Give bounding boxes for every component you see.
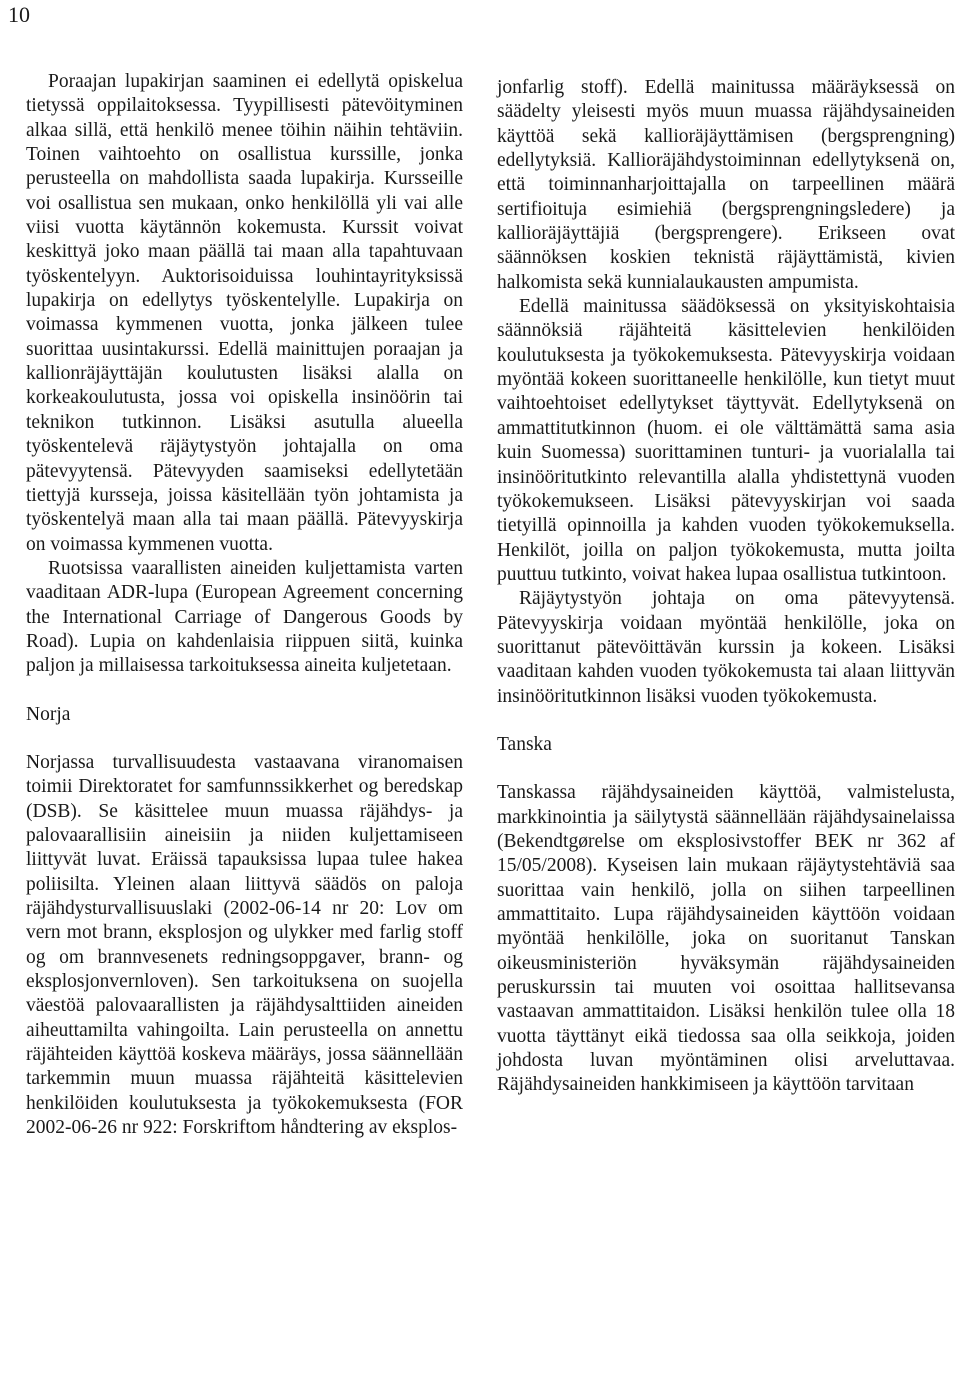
paragraph-tanska: Tanskassa räjähdysaineiden käyttöä, valmistelusta, markkinointia ja säilytystä säännellään räjähdysainelaissa (Bekendtgørelse om eksplosivstoffer BEK nr 362 af 15/05/2008). Kyseisen lain mukaan räjäytystehtäviä saa suorittaa vain henkilö, jolla on siihen tarpeellinen ammattitaito. Lupa räjähdysaineiden käyttöön voidaan myöntää henkilölle, joka on suoritanut Tanskan oikeusministeriön hyväksymän räjähdysaineiden peruskurssin tai muuten voi osoittaa hallitsevansa vastaavan ammattitaidon. Lisäksi henkilön tulee olla 18 vuotta täyttänyt eikä tiedossa saa olla seikkoja, joiden johdosta luvan myöntäminen olisi arveluttavaa. Räjähdysaineiden hankkimiseen ja käyttöön tarvitaan bbox=[497, 782, 955, 1096]
paragraph-norja-rajaytystyon-johtaja: Räjäytystyön johtaja on oma pätevyytensä. Pätevyyskirja voidaan myöntää henkilölle, joka on suorittanut pätevöittävän kurssin ja kokeen. Lisäksi vaaditaan kahden vuoden työkokemusta tai alaan liittyvän insinööritutkinnon lisäksi vuoden työkokemusta. bbox=[497, 588, 955, 707]
paragraph-norja-patevyys: Edellä mainitussa säädöksessä on yksityiskohtaisia säännöksiä räjähteitä käsittelevien henkilöiden koulutuksesta ja työkokemuksesta. Pätevyyskirja voidaan myöntää kokeen suorittaneelle henkilölle, kun tietyt muut vaihtoehtoiset edellytykset täyttyvät. Edellytyksenä on ammattitutkinnon (huom. ei ole välttämättä sama asia kuin Suomessa) suorittaminen tunturi- ja vuorialalla tai insinööritutkinto relevantilla alalla yhdistettynä vuoden työkokemukseen. Lisäksi pätevyyskirjan voi saada tietyillä opinnoilla ja kahden vuoden työkokemuksella. Henkilöt, joilla on paljon työkokemusta, mutta joilta puuttuu tutkinto, voivat hakea lupaa osallistua tutkintoon. bbox=[497, 296, 955, 585]
paragraph-ruotsi-adr: Ruotsissa vaarallisten aineiden kuljettamista varten vaaditaan ADR-lupa (European Agreement concerning the International Carriage of Dangerous Goods by Road). Lupia on kahdenlaisia riippuen siitä, kuinka paljon ja millaisessa tarkoituksessa aineita kuljetetaan. bbox=[26, 557, 463, 677]
right-column bbox=[497, 76, 955, 1098]
page-number: 10 bbox=[8, 2, 30, 27]
section-heading-norja: Norja bbox=[26, 703, 71, 725]
section-heading-tanska: Tanska bbox=[497, 733, 552, 755]
paragraph-norja: Norjassa turvallisuudesta vastaavana viranomaisen toimii Direktoratet for samfunnssikkerhet og beredskap (DSB). Se käsittelee muun muassa räjähdys- ja palovaarallisiin aineisiin ja niiden kuljettamiseen liittyvät luvat. Eräissä tapauksissa lupaa tulee hakea poliisilta. Yleinen alaan liittyvä säädös on paloja räjähdysturvallisuuslaki (2002-06-14 nr 20: Lov om vern mot brann, eksplosjon og ulykker med farlig stoff og om brannvesenets redningsoppgaver, brann- og eksplosjonvernloven). Sen tarkoituksena on suojella väestöä palovaarallisten ja räjähdysalttiiden aineiden aiheuttamilta vahingoilta. Lain perusteella on annettu räjähteiden käyttöä koskeva määräys, jossa säännellään tarkemmin muun muassa räjähteitä käsittelevien henkilöiden koulutuksesta ja työkokemuksesta (FOR 2002-06-26 nr 922: Forskriftom håndtering av eksplos- bbox=[26, 751, 463, 1139]
paragraph-poraajan-lupakirja: Poraajan lupakirjan saaminen ei edellytä opiskelua tietyssä oppilaitoksessa. Tyypillisesti pätevöityminen alkaa sillä, että henkilö menee töihin näihin tehtäviin. Toinen vaihtoehto on osallistua kurssille, jonka perusteella on mahdollista saada lupakirja. Kursseille voi osallistua sen mukaan, onko henkilöllä yli vai alle viisi vuotta käytännön kokemusta. Kurssit voivat keskittyä joko maan päällä tai maan alla tapahtuvaan työskentelyyn. Auktorisoiduissa louhintayrityksissä lupakirja on edellytys työskentelylle. Lupakirja on voimassa kymmenen vuotta, jonka jälkeen tulee suorittaa uusintakurssi. Edellä mainittujen poraajan ja kallionräjäyttäjän koulutusten lisäksi alalla on korkeakoulutusta, jossa voi opiskella insinöörin tai teknikon tutkinnon. Lisäksi asutulla alueella työskentelevä räjäytystyön johtajalla on oma pätevyytensä. Pätevyyden saamiseksi edellytetään tiettyjä kursseja, joissa käsitellään työn johtamista ja työskentelyä maan alla tai maan päällä. Pätevyyskirja on voimassa kymmenen vuotta. bbox=[26, 71, 463, 555]
left-column bbox=[26, 70, 463, 1140]
paragraph-norja-continued: jonfarlig stoff). Edellä mainitussa määräyksessä on säädelty yleisesti myös muun muassa räjähdysaineiden käyttöä sekä kallioräjäyttämisen (bergsprengning) edellytyksiä. Kallioräjähdystoiminnan edellytyksenä on, että toiminnanharjoittajalla on tarpeellinen määrä sertifioituja esimiehiä (bergsprengningsledere) ja kallioräjäyttäjiä (bergsprengere). Erikseen ovat säännöksen koskien teknistä räjäyttämistä, kivien halkomista sekä kunnialaukausten ampumista. bbox=[497, 77, 955, 293]
